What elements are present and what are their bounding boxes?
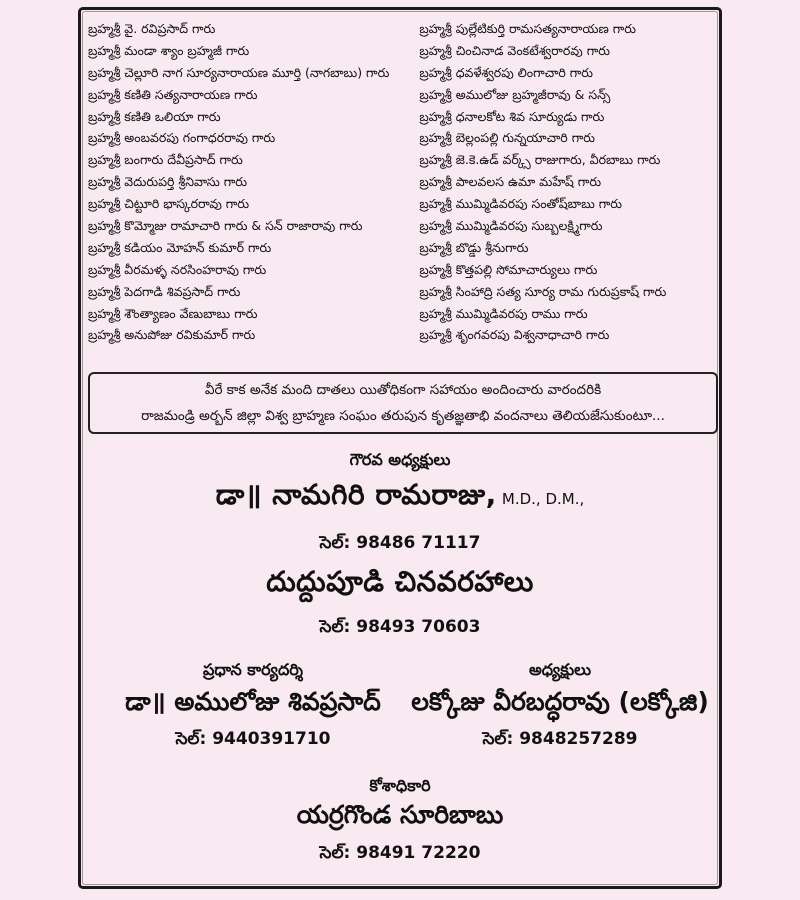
president-block [400, 658, 720, 756]
donor-item: బ్రహ్మశ్రీ ముమ్మిడివరపు సంతోష్‌బాబు గారు [419, 196, 622, 212]
honorary-president-2-phone: సెల్: 98493 70603 [319, 617, 481, 637]
donor-item: బ్రహ్మశ్రీ మండా శ్యాం బ్రహ్మజీ గారు [88, 42, 250, 58]
donor-item: బ్రహ్మశ్రీ చిట్టూరి భాస్కరరావు గారు [88, 196, 250, 212]
donor-item: బ్రహ్మశ్రీ ముమ్మిడివరపు రాము గారు [419, 305, 588, 321]
donor-item: బ్రహ్మశ్రీ చెల్లూరి నాగ సూర్యనారాయణ మూర్తి (నాగబాబు) గారు [88, 64, 390, 80]
donor-item: బ్రహ్మశ్రీ ముమ్మిడివరపు సుబ్బలక్ష్మిగారు [419, 218, 603, 234]
honorary-president-1-degree: M.D., D.M., [501, 490, 585, 508]
general-secretary-title: ప్రధాన కార్యదర్శి [202, 660, 304, 679]
thanks-line-2: రాజమండ్రి అర్బన్ జిల్లా విశ్వ బ్రాహ్మణ సంఘం తరుపున కృతజ్ఞతాభి వందనాలు తెలియజేసుకుంటూ... [141, 408, 665, 424]
donor-item: బ్రహ్మశ్రీ వీరమళ్ళ నరసింహరావు గారు [88, 261, 267, 277]
donor-item: బ్రహ్మశ్రీ ధనాలకోట శివ సూర్యుడు గారు [419, 108, 605, 124]
honorary-presidents-title: గౌరవ అధ్యక్షులు [349, 450, 451, 469]
donor-item: బ్రహ్మశ్రీ అములోజు బ్రహ్మజీరావు & సన్స్ [419, 86, 611, 102]
donor-column-left [88, 18, 419, 346]
treasurer-phone: సెల్: 98491 72220 [319, 843, 481, 863]
donor-item: బ్రహ్మశ్రీ వై. రవిప్రసాద్ గారు [88, 21, 216, 36]
treasurer-name: యర్రగొండ సూరిబాబు [296, 800, 504, 829]
donor-item: బ్రహ్మశ్రీ శౌంత్యాణం వేణుబాబు గారు [88, 305, 258, 321]
donor-item: బ్రహ్మశ్రీ కొత్తపల్లి సోమాచార్యులు గారు [419, 261, 598, 277]
honorary-president-1-name: డా॥ నామగిరి రామరాజు, [215, 478, 497, 511]
general-secretary-phone: సెల్: 9440391710 [175, 729, 331, 749]
donor-column-right [419, 18, 718, 346]
honorary-president-1-name-row [78, 478, 722, 518]
president-name: లక్కోజు వీరబద్ధరావు (లక్కోజి) [411, 687, 709, 716]
donor-item: బ్రహ్మశ్రీ ధవళేశ్వరపు లింగాచారి గారు [419, 64, 594, 80]
donor-item: బ్రహ్మశ్రీ కణితి ఒలియా గారు [88, 108, 221, 124]
donor-item: బ్రహ్మశ్రీ జె.కె.ఉడ్ వర్క్స్ రాజుగారు, వీరబాబు గారు [419, 152, 661, 168]
honorary-president-1-phone: సెల్: 98486 71117 [319, 533, 481, 553]
donor-item: బ్రహ్మశ్రీ పుల్లేటికుర్తి రామసత్యనారాయణ గారు [419, 21, 636, 36]
president-phone: సెల్: 9848257289 [482, 729, 638, 749]
donor-item: బ్రహ్మశ్రీ బొడ్డు శ్రీనుగారు [419, 239, 529, 255]
donor-item: బ్రహ్మశ్రీ కడియం మోహన్ కుమార్ గారు [88, 239, 272, 255]
donor-item: బ్రహ్మశ్రీ బంగారు దేవీప్రసాద్ గారు [88, 152, 243, 168]
donor-item: బ్రహ్మశ్రీ అనుపోజు రవికుమార్ గారు [88, 327, 256, 343]
donor-list [88, 18, 718, 346]
thanks-box [88, 372, 718, 434]
donor-item: బ్రహ్మశ్రీ బెల్లంపల్లి గున్నయాచారి గారు [419, 130, 595, 146]
donor-item: బ్రహ్మశ్రీ పాలవలస ఉమా మహేష్ గారు [419, 174, 602, 190]
donor-item: బ్రహ్మశ్రీ సింహాద్రి సత్య సూర్య రామ గురుప్రకాష్ గారు [419, 283, 667, 299]
donor-item: బ్రహ్మశ్రీ వెదురుపర్తి శ్రీనివాసు గారు [88, 174, 248, 190]
donor-item: బ్రహ్మశ్రీ కణితి సత్యనారాయణ గారు [88, 86, 258, 102]
treasurer-title: కోశాధికారి [369, 776, 431, 795]
president-title: అధ్యక్షులు [528, 660, 592, 679]
donor-item: బ్రహ్మశ్రీ శృంగవరపు విశ్వనాధాచారి గారు [419, 327, 610, 343]
general-secretary-name: డా॥ అములోజు శివప్రసాద్ [125, 687, 381, 716]
donor-item: బ్రహ్మశ్రీ పెదగాడి శివప్రసాద్ గారు [88, 283, 241, 299]
general-secretary-block [88, 658, 418, 756]
thanks-line-1: వీరే కాక అనేక మంది దాతలు యితోధికంగా సహాయం అందించారు వారందరికి [204, 382, 602, 398]
honorary-president-2-name: దుద్దుపూడి చినవరహాలు [266, 565, 534, 598]
donor-item: బ్రహ్మశ్రీ చించినాడ వెంకటేశ్వరారవు గారు [419, 42, 610, 58]
donor-item: బ్రహ్మశ్రీ అంబవరపు గంగాధరరావు గారు [88, 130, 276, 146]
donor-item: బ్రహ్మశ్రీ కొమ్మోజు రామాచారి గారు & సన్ రాజారావు గారు [88, 218, 363, 234]
